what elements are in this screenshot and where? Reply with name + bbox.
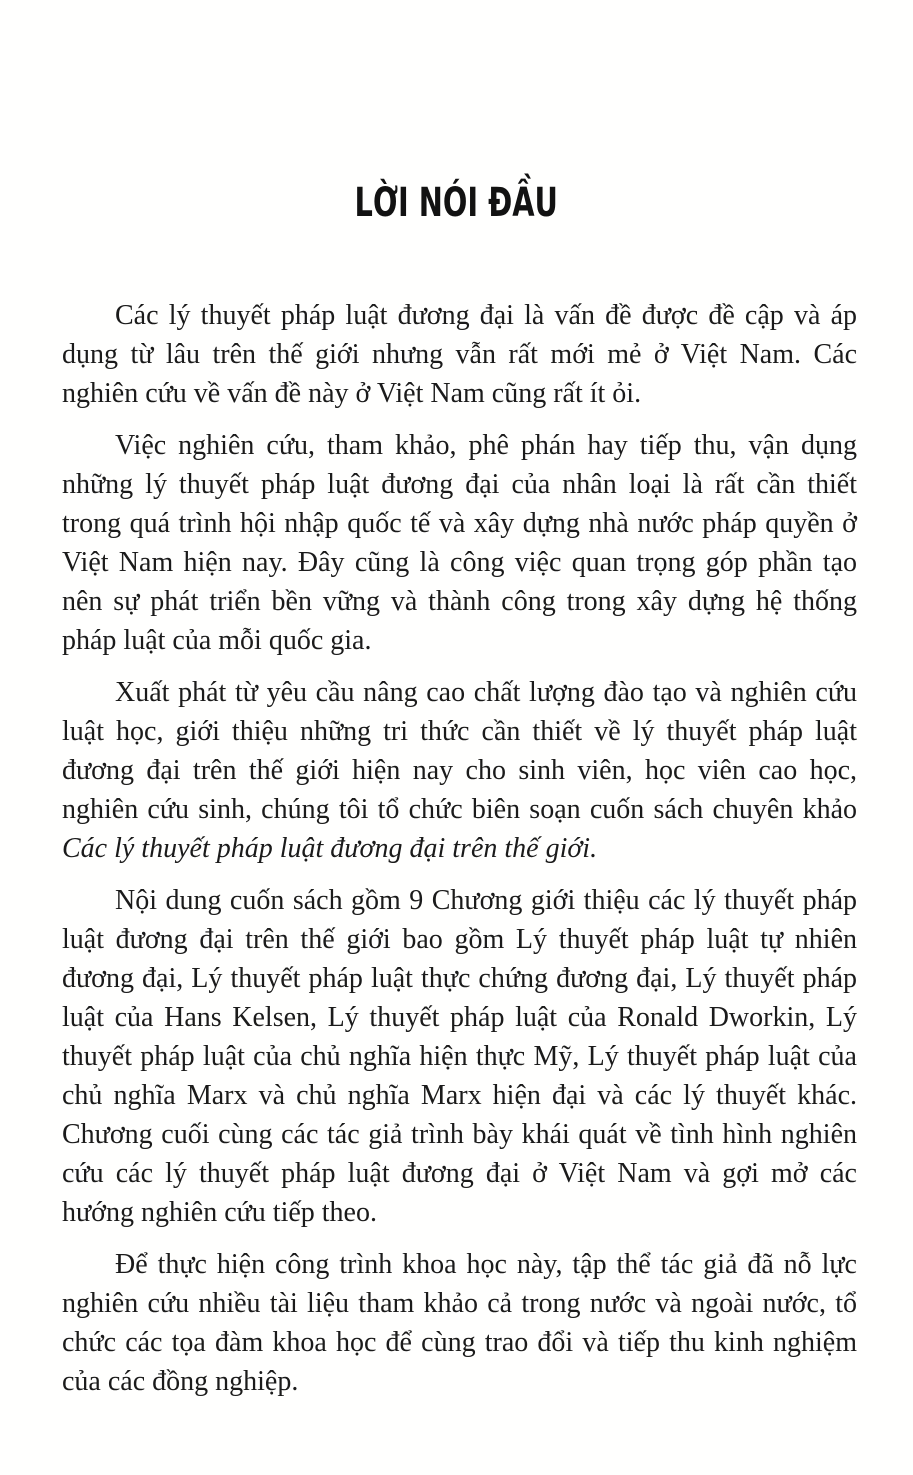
page-title-text: LỜI NÓI ĐẦU <box>354 180 559 226</box>
paragraph-3 <box>62 673 857 868</box>
paragraph-3-text: Xuất phát từ yêu cầu nâng cao chất lượng đào tạo và nghiên cứu luật học, giới thiệu những tri thức cần thiết về lý thuyết pháp luật đương đại trên thế giới hiện nay cho sinh viên, học viên cao học, nghiên cứu sinh, chúng tôi tổ chức biên soạn cuốn sách chuyên khảo <box>62 677 857 825</box>
paragraph-5-text: Để thực hiện công trình khoa học này, tập thể tác giả đã nỗ lực nghiên cứu nhiều tài liệu tham khảo cả trong nước và ngoài nước, tổ chức các tọa đàm khoa học để cùng trao đổi và tiếp thu kinh nghiệm của các đồng nghiệp. <box>62 1249 857 1397</box>
paragraph-5 <box>62 1245 857 1401</box>
paragraph-3-book-title-emphasis: Các lý thuyết pháp luật đương đại trên thế giới. <box>62 833 598 864</box>
page-title <box>0 0 913 224</box>
paragraph-4-text: Nội dung cuốn sách gồm 9 Chương giới thiệu các lý thuyết pháp luật đương đại trên thế giới bao gồm Lý thuyết pháp luật tự nhiên đương đại, Lý thuyết pháp luật thực chứng đương đại, Lý thuyết pháp luật của Hans Kelsen, Lý thuyết pháp luật của Ronald Dworkin, Lý thuyết pháp luật của chủ nghĩa hiện thực Mỹ, Lý thuyết pháp luật của chủ nghĩa Marx và chủ nghĩa Marx hiện đại và các lý thuyết khác. Chương cuối cùng các tác giả trình bày khái quát về tình hình nghiên cứu các lý thuyết pháp luật đương đại ở Việt Nam và gợi mở các hướng nghiên cứu tiếp theo. <box>62 885 857 1228</box>
paragraph-1 <box>62 296 857 413</box>
paragraph-2-text: Việc nghiên cứu, tham khảo, phê phán hay tiếp thu, vận dụng những lý thuyết pháp luật đương đại của nhân loại là rất cần thiết trong quá trình hội nhập quốc tế và xây dựng nhà nước pháp quyền ở Việt Nam hiện nay. Đây cũng là công việc quan trọng góp phần tạo nên sự phát triển bền vững và thành công trong xây dựng hệ thống pháp luật của mỗi quốc gia. <box>62 430 857 656</box>
paragraph-1-text: Các lý thuyết pháp luật đương đại là vấn đề được đề cập và áp dụng từ lâu trên thế giới nhưng vẫn rất mới mẻ ở Việt Nam. Các nghiên cứu về vấn đề này ở Việt Nam cũng rất ít ỏi. <box>62 300 857 409</box>
paragraph-4 <box>62 881 857 1232</box>
page-body <box>0 224 913 1401</box>
paragraph-2 <box>62 426 857 660</box>
